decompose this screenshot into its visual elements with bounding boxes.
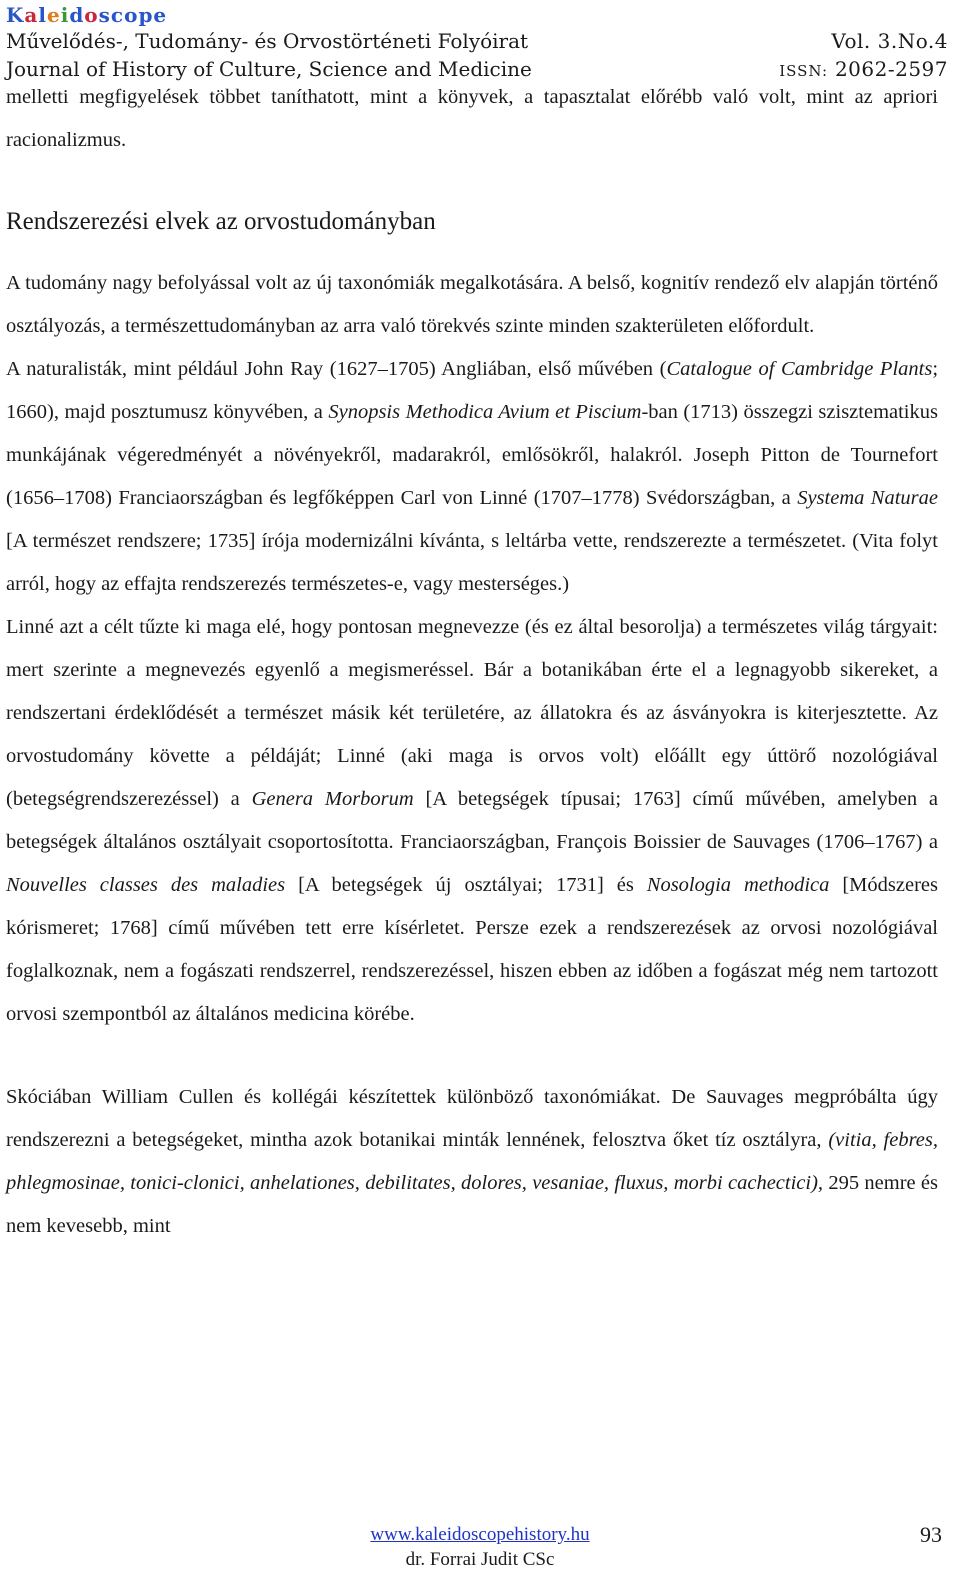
journal-subtitle-hu: Művelődés-, Tudomány- és Orvostörténeti Folyóirat <box>6 29 529 53</box>
section-title: Rendszerezési elvek az orvostudományban <box>6 208 436 235</box>
italic-title: Catalogue of Cambridge Plants <box>666 358 933 380</box>
text-run: ; 1660), majd posztumusz könyvében, a <box>6 358 939 423</box>
logo-letter: p <box>138 3 154 27</box>
issn-label: ISSN: <box>779 62 829 80</box>
italic-title: Synopsis Methodica Avium et Piscium <box>328 401 642 423</box>
website-link[interactable]: www.kaleidoscopehistory.hu <box>370 1524 590 1545</box>
logo-letter: a <box>24 3 39 27</box>
article-body <box>6 76 938 1248</box>
issn-value: 2062-2597 <box>834 57 948 81</box>
footer-link-container <box>0 1523 960 1547</box>
text-run: [A betegségek új osztályai; 1731] és <box>285 874 647 896</box>
italic-title: Genera Morborum <box>251 788 414 810</box>
italic-title: (vitia, febres, phlegmosinae, tonici-clonici, anhelationes, debilitates, dolores, vesaniae, fluxus, morbi cachectici), <box>6 1129 938 1194</box>
logo-letter: e <box>46 3 61 27</box>
text-run: Linné azt a célt tűzte ki maga elé, hogy pontosan megnevezze (és ez által besorolja) a természetes világ tárgyait: mert szerinte a megnevezés egyenlő a megismeréssel. Bár a botanikában érte el a legnagyobb sikereket, a rendszertani érdeklődését a természet másik két területére, az állatokra és az ásványokra is kiterjesztette. Az orvostudomány követte a példáját; Linné (aki maga is orvos volt) előállt egy úttörő nozológiával (betegségrendszerezéssel) a <box>6 616 938 810</box>
text-run: [A betegségek típusai; 1763] című művében, amelyben a betegségek általános osztályait csoportosította. Franciaországban, François Boissier de Sauvages (1706–1767) a <box>6 788 938 853</box>
text-run: 295 nemre és nem kevesebb, mint <box>6 1172 938 1237</box>
paragraph-3 <box>6 606 938 1036</box>
logo-letter: l <box>38 3 47 27</box>
text-run: -ban (1713) összegzi szisztematikus munkájának végeredményét a növényekről, madarakról, emlősökről, halakról. Joseph Pitton de Tournefort (1656–1708) Franciaországban és legfőképpen Carl von Linné (1707–1778) Svédországban, a <box>6 401 938 509</box>
header-line-1 <box>6 26 948 56</box>
logo-letter: K <box>6 3 25 27</box>
text-run: A naturalisták, mint például John Ray (1627–1705) Angliában, első művében ( <box>6 358 667 380</box>
journal-subtitle-en: Journal of History of Culture, Science and Medicine <box>6 57 532 81</box>
italic-title: Systema Naturae <box>797 487 938 509</box>
logo-letter: o <box>124 3 139 27</box>
italic-title: Nosologia methodica <box>646 874 830 896</box>
volume-number: Vol. 3.No.4 <box>831 29 948 53</box>
logo-letter: i <box>60 3 70 27</box>
logo-letter: s <box>98 3 111 27</box>
logo-letter: e <box>153 3 168 27</box>
journal-logo <box>6 4 948 26</box>
paragraph-2 <box>6 348 938 606</box>
paragraph-1: A tudomány nagy befolyással volt az új taxonómiák megalkotására. A belső, kognitív rendező elv alapján történő osztályozás, a természettudományban az arra való törekvés szinte minden szakterületen előfordult. <box>6 272 938 337</box>
text-run: [Módszeres kórismeret; 1768] című művében tett erre kísérletet. Persze ezek a rendszerezések az orvosi nozológiával foglalkoznak, nem a fogászati rendszerrel, rendszerezéssel, hiszen ebben az időben a fogászat még nem tartozott orvosi szempontból az általános medicina körébe. <box>6 874 938 1025</box>
page-number: 93 <box>920 1522 942 1547</box>
text-run: Skóciában William Cullen és kollégái készítettek különböző taxonómiákat. De Sauvages megpróbálta úgy rendszerezni a betegségeket, mintha azok botanikai minták lennének, felosztva őket tíz osztályra, <box>6 1086 938 1151</box>
logo-letter: c <box>110 3 125 27</box>
paragraph-intro: melletti megfigyelések többet taníthatott, mint a könyvek, a tapasztalat előrébb való volt, mint az apriori racionalizmus. <box>6 86 938 151</box>
text-run: [A természet rendszere; 1735] írója modernizálni kívánta, s leltárba vette, rendszerezte a természetet. (Vita folyt arról, hogy az effajta rendszerezés természetes-e, vagy mesterséges.) <box>6 530 938 595</box>
journal-header <box>6 4 948 86</box>
footer-author: dr. Forrai Judit CSc <box>405 1549 555 1570</box>
logo-letter: d <box>69 3 85 27</box>
italic-title: Nouvelles classes des maladies <box>6 874 286 896</box>
paragraph-4 <box>6 1076 938 1248</box>
logo-letter: o <box>84 3 99 27</box>
